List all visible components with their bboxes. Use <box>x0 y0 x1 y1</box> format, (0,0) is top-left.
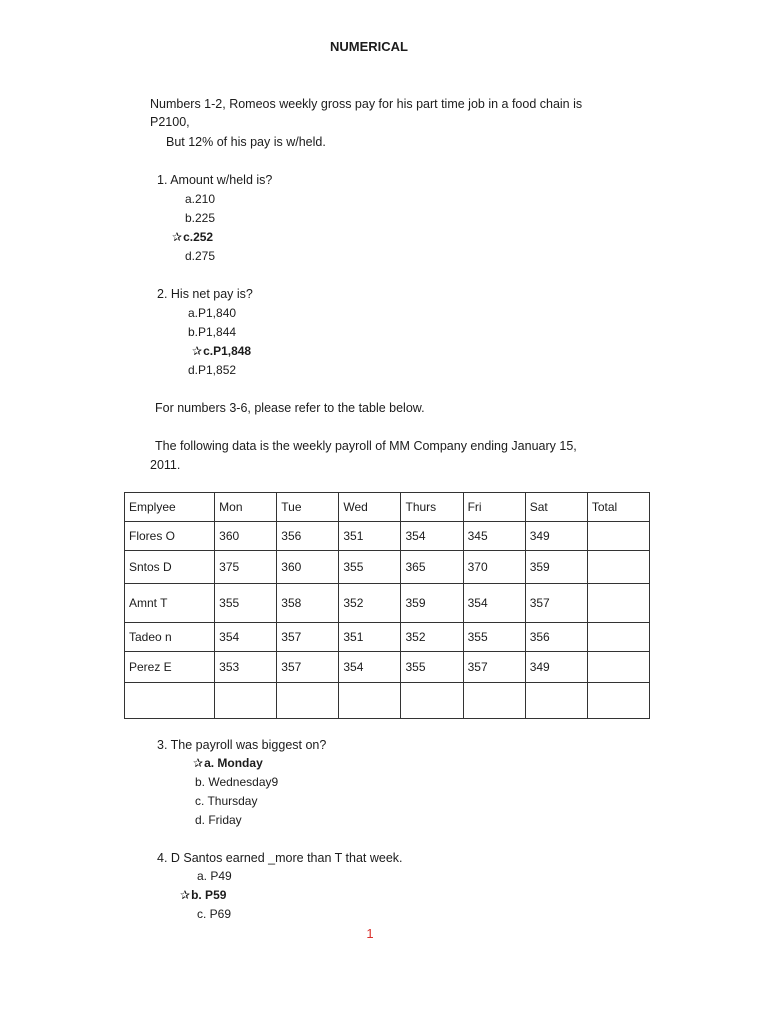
pay-cell <box>525 683 587 719</box>
pay-cell <box>215 683 277 719</box>
pay-cell: 349 <box>525 652 587 683</box>
table-header-row <box>125 493 650 522</box>
header-cell: Sat <box>525 493 587 522</box>
q3-option-b: b. Wednesday9 <box>195 775 279 789</box>
question-1: 1. Amount w/held is? <box>157 173 273 187</box>
q3-option-c: c. Thursday <box>195 794 258 808</box>
table-intro-line-2: 2011. <box>150 458 181 472</box>
pay-cell: 351 <box>339 522 401 551</box>
q4-option-b-label: b. P59 <box>191 888 227 902</box>
header-cell: Total <box>587 493 649 522</box>
employee-name-cell <box>125 683 215 719</box>
pay-cell: 354 <box>401 522 463 551</box>
q3-option-a-label: a. Monday <box>204 756 263 770</box>
pay-cell: 349 <box>525 522 587 551</box>
q2-option-c-label: c.P1,848 <box>203 344 252 358</box>
table-row <box>125 683 650 719</box>
pay-cell: 357 <box>277 623 339 652</box>
pay-cell: 352 <box>401 623 463 652</box>
table-row <box>125 551 650 584</box>
pay-cell: 355 <box>463 623 525 652</box>
q4-option-a: a. P49 <box>197 869 232 883</box>
employee-name-cell: Tadeo n <box>125 623 215 652</box>
q1-option-b: b.225 <box>185 211 216 225</box>
employee-name-cell: Perez E <box>125 652 215 683</box>
pay-cell: 357 <box>463 652 525 683</box>
q4-option-c: c. P69 <box>197 907 232 921</box>
pay-cell: 354 <box>339 652 401 683</box>
pay-cell: 375 <box>215 551 277 584</box>
pay-cell: 355 <box>401 652 463 683</box>
pay-cell: 357 <box>277 652 339 683</box>
question-4: 4. D Santos earned _more than T that week. <box>157 851 403 865</box>
header-cell: Emplyee <box>125 493 215 522</box>
star-icon: ✰ <box>180 888 191 902</box>
page-number: 1 <box>366 926 374 941</box>
star-icon: ✰ <box>192 344 203 358</box>
pay-cell: 360 <box>215 522 277 551</box>
q2-option-b: b.P1,844 <box>188 325 237 339</box>
pay-cell <box>339 683 401 719</box>
payroll-table-body <box>125 493 650 719</box>
pay-cell: 345 <box>463 522 525 551</box>
question-3: 3. The payroll was biggest on? <box>157 738 327 752</box>
employee-name-cell: Sntos D <box>125 551 215 584</box>
q3-option-d: d. Friday <box>195 813 242 827</box>
pay-cell: 354 <box>215 623 277 652</box>
page-title: NUMERICAL <box>330 39 408 54</box>
pay-cell: 370 <box>463 551 525 584</box>
pay-cell: 356 <box>525 623 587 652</box>
pay-cell <box>463 683 525 719</box>
star-icon: ✰ <box>172 230 183 244</box>
total-cell <box>587 522 649 551</box>
pay-cell: 359 <box>401 584 463 623</box>
q2-option-d: d.P1,852 <box>188 363 237 377</box>
pay-cell: 359 <box>525 551 587 584</box>
pay-cell: 355 <box>339 551 401 584</box>
table-row <box>125 623 650 652</box>
pay-cell: 353 <box>215 652 277 683</box>
total-cell <box>587 551 649 584</box>
refer-text: For numbers 3-6, please refer to the table below. <box>155 401 425 415</box>
total-cell <box>587 652 649 683</box>
pay-cell: 365 <box>401 551 463 584</box>
intro-line-3: But 12% of his pay is w/held. <box>166 135 326 149</box>
table-row <box>125 652 650 683</box>
q1-option-d: d.275 <box>185 249 216 263</box>
q3-option-a <box>193 755 263 771</box>
employee-name-cell: Flores O <box>125 522 215 551</box>
total-cell <box>587 623 649 652</box>
header-cell: Tue <box>277 493 339 522</box>
pay-cell <box>401 683 463 719</box>
star-icon: ✰ <box>193 756 204 770</box>
q2-option-c <box>192 343 251 359</box>
q2-option-a: a.P1,840 <box>188 306 237 320</box>
header-cell: Wed <box>339 493 401 522</box>
question-2: 2. His net pay is? <box>157 287 253 301</box>
q1-option-c <box>172 229 213 245</box>
pay-cell: 354 <box>463 584 525 623</box>
total-cell <box>587 683 649 719</box>
employee-name-cell: Amnt T <box>125 584 215 623</box>
q4-option-b <box>180 887 226 903</box>
header-cell: Fri <box>463 493 525 522</box>
pay-cell: 360 <box>277 551 339 584</box>
q1-option-c-label: c.252 <box>183 230 214 244</box>
header-cell: Thurs <box>401 493 463 522</box>
pay-cell: 358 <box>277 584 339 623</box>
pay-cell: 351 <box>339 623 401 652</box>
pay-cell: 357 <box>525 584 587 623</box>
payroll-table <box>124 492 650 719</box>
table-row <box>125 584 650 623</box>
total-cell <box>587 584 649 623</box>
table-row <box>125 522 650 551</box>
q1-option-a: a.210 <box>185 192 216 206</box>
pay-cell: 355 <box>215 584 277 623</box>
intro-line-2: P2100, <box>150 115 190 129</box>
pay-cell: 356 <box>277 522 339 551</box>
table-intro-line-1: The following data is the weekly payroll of MM Company ending January 15, <box>155 439 577 453</box>
intro-line-1: Numbers 1-2, Romeos weekly gross pay for his part time job in a food chain is <box>150 97 583 111</box>
header-cell: Mon <box>215 493 277 522</box>
pay-cell: 352 <box>339 584 401 623</box>
pay-cell <box>277 683 339 719</box>
